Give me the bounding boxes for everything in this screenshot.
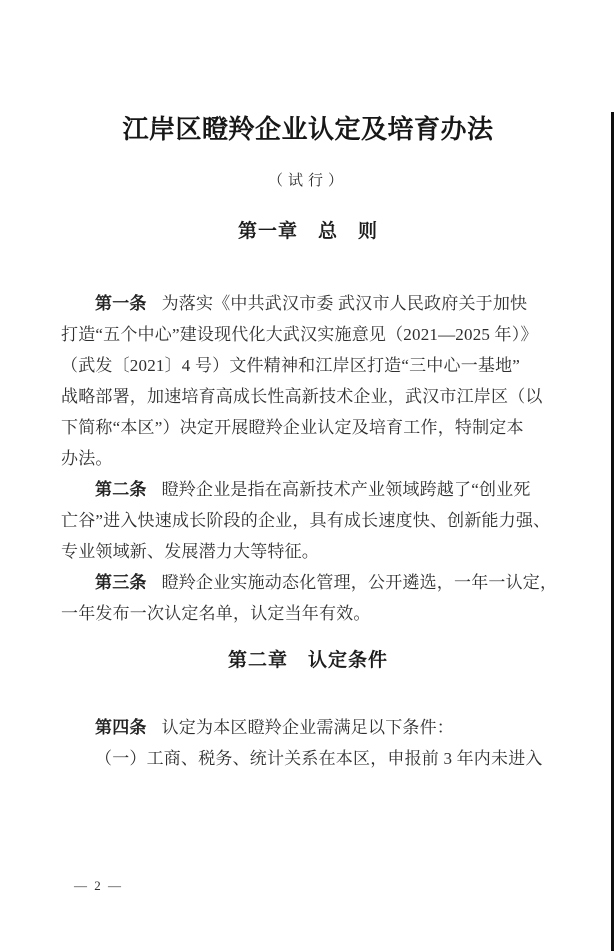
- article-number-label: 第二条: [95, 480, 147, 499]
- article-line: [61, 567, 558, 598]
- document-subtitle: （试行）: [267, 173, 348, 189]
- chapter-1-body: [61, 288, 558, 629]
- article-text: 办法。: [61, 449, 113, 468]
- article-line: [61, 712, 555, 743]
- chapter-2-body: [61, 712, 555, 774]
- document-title: 江岸区瞪羚企业认定及培育办法: [122, 115, 494, 144]
- article-line: [61, 598, 555, 629]
- article-line: [61, 288, 555, 319]
- page-number: — 2 —: [74, 878, 123, 893]
- chapter-1-heading: 第一章 总 则: [237, 221, 378, 242]
- article-text: 专业领域新、发展潜力大等特征。: [61, 542, 319, 561]
- article-text: 下简称“本区”）决定开展瞪羚企业认定及培育工作，特制定本: [61, 418, 524, 437]
- article-number-label: 第三条: [95, 573, 147, 592]
- article-text: 亡谷”进入快速成长阶段的企业，具有成长速度快、创新能力强、: [61, 511, 551, 530]
- article-number-label: 第四条: [95, 718, 147, 737]
- article-number-label: 第一条: [95, 294, 147, 313]
- article-text: 打造“五个中心”建设现代化大武汉实施意见（2021—2025 年）》: [61, 325, 538, 344]
- article-text: （武发〔2021〕4 号）文件精神和江岸区打造“三中心一基地”: [61, 356, 521, 375]
- article-line: [61, 412, 555, 443]
- article-text: 战略部署，加速培育高成长性高新技术企业，武汉市江岸区（以: [61, 387, 543, 406]
- article-text: 为落实《中共武汉市委 武汉市人民政府关于加快: [161, 294, 528, 313]
- chapter-2-heading: 第二章 认定条件: [227, 650, 388, 671]
- article-text: 瞪羚企业实施动态化管理，公开遴选，一年一认定，: [161, 573, 558, 592]
- article-line: [61, 505, 555, 536]
- document-page: [0, 112, 616, 951]
- article-text: 一年发布一次认定名单，认定当年有效。: [61, 604, 371, 623]
- article-text: 瞪羚企业是指在高新技术产业领域跨越了“创业死: [161, 480, 531, 499]
- article-line: [61, 381, 555, 412]
- article-line: [61, 443, 555, 474]
- article-text: 认定为本区瞪羚企业需满足以下条件：: [161, 718, 455, 737]
- article-line: [61, 743, 555, 774]
- document-content: [0, 112, 616, 774]
- article-line: [61, 474, 555, 505]
- article-line: [61, 319, 555, 350]
- article-line: [61, 536, 555, 567]
- article-line: [61, 350, 555, 381]
- article-text: （一）工商、税务、统计关系在本区，申报前 3 年内未进入: [95, 749, 543, 768]
